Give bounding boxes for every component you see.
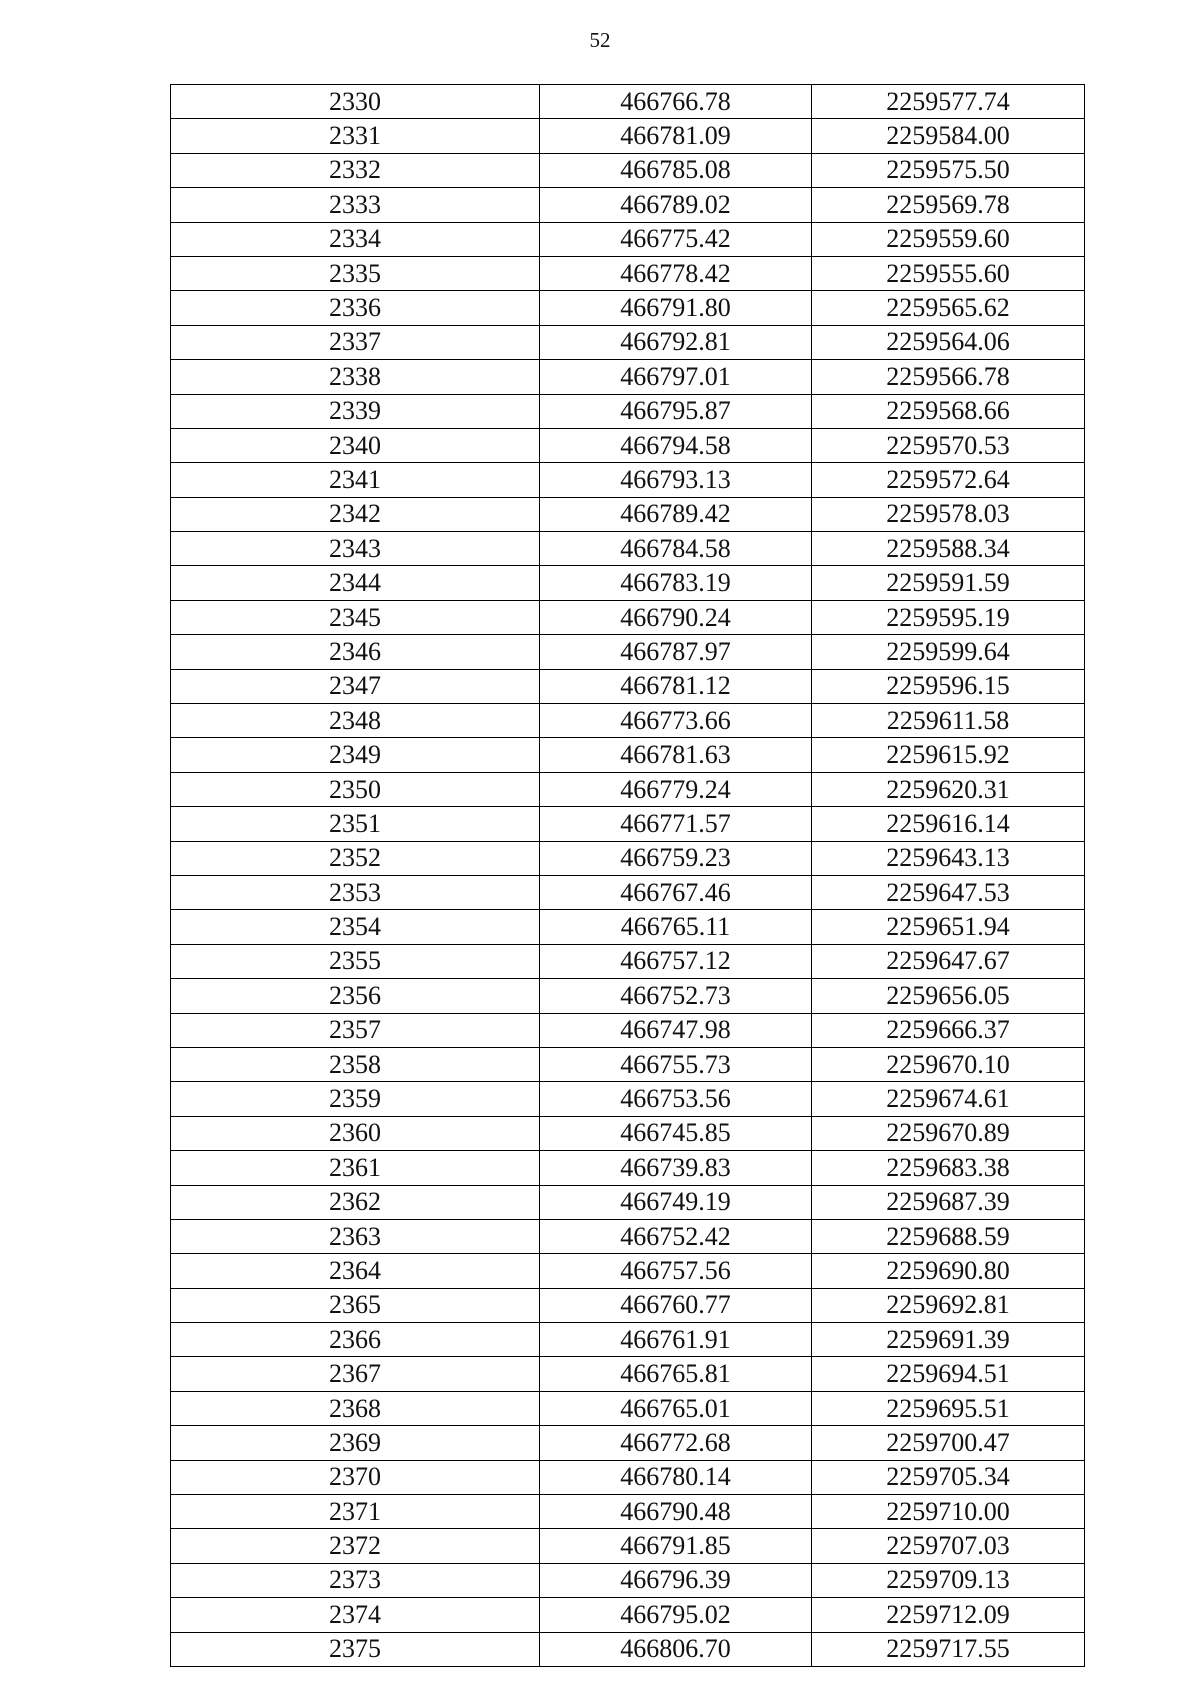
table-row bbox=[171, 1219, 1085, 1253]
x-coordinate-cell: 466794.58 bbox=[540, 428, 812, 462]
y-coordinate-cell: 2259575.50 bbox=[812, 153, 1085, 187]
x-coordinate-cell: 466766.78 bbox=[540, 85, 812, 119]
x-coordinate-cell: 466783.19 bbox=[540, 566, 812, 600]
y-coordinate-cell: 2259616.14 bbox=[812, 807, 1085, 841]
y-coordinate-cell: 2259692.81 bbox=[812, 1288, 1085, 1322]
table-row bbox=[171, 1013, 1085, 1047]
point-number-cell: 2358 bbox=[171, 1047, 540, 1081]
x-coordinate-cell: 466761.91 bbox=[540, 1323, 812, 1357]
x-coordinate-cell: 466781.12 bbox=[540, 669, 812, 703]
table-row bbox=[171, 1460, 1085, 1494]
x-coordinate-cell: 466781.63 bbox=[540, 738, 812, 772]
point-number-cell: 2366 bbox=[171, 1323, 540, 1357]
y-coordinate-cell: 2259643.13 bbox=[812, 841, 1085, 875]
table-row bbox=[171, 291, 1085, 325]
x-coordinate-cell: 466789.42 bbox=[540, 497, 812, 531]
y-coordinate-cell: 2259700.47 bbox=[812, 1426, 1085, 1460]
x-coordinate-cell: 466747.98 bbox=[540, 1013, 812, 1047]
x-coordinate-cell: 466796.39 bbox=[540, 1563, 812, 1597]
table-row bbox=[171, 1598, 1085, 1632]
x-coordinate-cell: 466757.56 bbox=[540, 1254, 812, 1288]
x-coordinate-cell: 466789.02 bbox=[540, 188, 812, 222]
y-coordinate-cell: 2259707.03 bbox=[812, 1529, 1085, 1563]
table-row bbox=[171, 704, 1085, 738]
point-number-cell: 2363 bbox=[171, 1219, 540, 1253]
point-number-cell: 2345 bbox=[171, 600, 540, 634]
table-row bbox=[171, 85, 1085, 119]
y-coordinate-cell: 2259709.13 bbox=[812, 1563, 1085, 1597]
table-row bbox=[171, 1288, 1085, 1322]
table-row bbox=[171, 1254, 1085, 1288]
x-coordinate-cell: 466772.68 bbox=[540, 1426, 812, 1460]
y-coordinate-cell: 2259670.89 bbox=[812, 1116, 1085, 1150]
x-coordinate-cell: 466790.48 bbox=[540, 1495, 812, 1529]
table-row bbox=[171, 910, 1085, 944]
table-row bbox=[171, 222, 1085, 256]
point-number-cell: 2342 bbox=[171, 497, 540, 531]
x-coordinate-cell: 466778.42 bbox=[540, 256, 812, 290]
x-coordinate-cell: 466775.42 bbox=[540, 222, 812, 256]
table-row bbox=[171, 1357, 1085, 1391]
y-coordinate-cell: 2259588.34 bbox=[812, 532, 1085, 566]
table-row bbox=[171, 600, 1085, 634]
point-number-cell: 2333 bbox=[171, 188, 540, 222]
y-coordinate-cell: 2259687.39 bbox=[812, 1185, 1085, 1219]
y-coordinate-cell: 2259584.00 bbox=[812, 119, 1085, 153]
table-row bbox=[171, 532, 1085, 566]
y-coordinate-cell: 2259670.10 bbox=[812, 1047, 1085, 1081]
point-number-cell: 2360 bbox=[171, 1116, 540, 1150]
y-coordinate-cell: 2259555.60 bbox=[812, 256, 1085, 290]
y-coordinate-cell: 2259694.51 bbox=[812, 1357, 1085, 1391]
y-coordinate-cell: 2259559.60 bbox=[812, 222, 1085, 256]
point-number-cell: 2352 bbox=[171, 841, 540, 875]
point-number-cell: 2334 bbox=[171, 222, 540, 256]
point-number-cell: 2339 bbox=[171, 394, 540, 428]
y-coordinate-cell: 2259712.09 bbox=[812, 1598, 1085, 1632]
table-row bbox=[171, 325, 1085, 359]
x-coordinate-cell: 466790.24 bbox=[540, 600, 812, 634]
table-row bbox=[171, 944, 1085, 978]
x-coordinate-cell: 466781.09 bbox=[540, 119, 812, 153]
point-number-cell: 2349 bbox=[171, 738, 540, 772]
table-row bbox=[171, 1185, 1085, 1219]
point-number-cell: 2367 bbox=[171, 1357, 540, 1391]
x-coordinate-cell: 466795.02 bbox=[540, 1598, 812, 1632]
point-number-cell: 2354 bbox=[171, 910, 540, 944]
table-row bbox=[171, 1047, 1085, 1081]
point-number-cell: 2340 bbox=[171, 428, 540, 462]
table-row bbox=[171, 119, 1085, 153]
point-number-cell: 2337 bbox=[171, 325, 540, 359]
point-number-cell: 2364 bbox=[171, 1254, 540, 1288]
point-number-cell: 2351 bbox=[171, 807, 540, 841]
table-row bbox=[171, 1563, 1085, 1597]
y-coordinate-cell: 2259615.92 bbox=[812, 738, 1085, 772]
x-coordinate-cell: 466752.73 bbox=[540, 979, 812, 1013]
table-row bbox=[171, 738, 1085, 772]
table-row bbox=[171, 1426, 1085, 1460]
x-coordinate-cell: 466795.87 bbox=[540, 394, 812, 428]
point-number-cell: 2330 bbox=[171, 85, 540, 119]
x-coordinate-cell: 466752.42 bbox=[540, 1219, 812, 1253]
x-coordinate-cell: 466765.11 bbox=[540, 910, 812, 944]
table-row bbox=[171, 1116, 1085, 1150]
point-number-cell: 2350 bbox=[171, 772, 540, 806]
y-coordinate-cell: 2259578.03 bbox=[812, 497, 1085, 531]
point-number-cell: 2331 bbox=[171, 119, 540, 153]
point-number-cell: 2370 bbox=[171, 1460, 540, 1494]
point-number-cell: 2338 bbox=[171, 360, 540, 394]
point-number-cell: 2372 bbox=[171, 1529, 540, 1563]
point-number-cell: 2336 bbox=[171, 291, 540, 325]
table-row bbox=[171, 875, 1085, 909]
x-coordinate-cell: 466753.56 bbox=[540, 1082, 812, 1116]
table-row bbox=[171, 1323, 1085, 1357]
y-coordinate-cell: 2259647.67 bbox=[812, 944, 1085, 978]
table-row bbox=[171, 497, 1085, 531]
point-number-cell: 2368 bbox=[171, 1391, 540, 1425]
x-coordinate-cell: 466780.14 bbox=[540, 1460, 812, 1494]
y-coordinate-cell: 2259695.51 bbox=[812, 1391, 1085, 1425]
x-coordinate-cell: 466791.80 bbox=[540, 291, 812, 325]
x-coordinate-cell: 466749.19 bbox=[540, 1185, 812, 1219]
x-coordinate-cell: 466806.70 bbox=[540, 1632, 812, 1666]
point-number-cell: 2362 bbox=[171, 1185, 540, 1219]
point-number-cell: 2371 bbox=[171, 1495, 540, 1529]
x-coordinate-cell: 466779.24 bbox=[540, 772, 812, 806]
x-coordinate-cell: 466757.12 bbox=[540, 944, 812, 978]
x-coordinate-cell: 466745.85 bbox=[540, 1116, 812, 1150]
x-coordinate-cell: 466791.85 bbox=[540, 1529, 812, 1563]
point-number-cell: 2343 bbox=[171, 532, 540, 566]
point-number-cell: 2369 bbox=[171, 1426, 540, 1460]
table-row bbox=[171, 807, 1085, 841]
point-number-cell: 2346 bbox=[171, 635, 540, 669]
table-row bbox=[171, 1529, 1085, 1563]
x-coordinate-cell: 466773.66 bbox=[540, 704, 812, 738]
y-coordinate-cell: 2259595.19 bbox=[812, 600, 1085, 634]
table-row bbox=[171, 256, 1085, 290]
page-number: 52 bbox=[589, 28, 611, 52]
y-coordinate-cell: 2259620.31 bbox=[812, 772, 1085, 806]
y-coordinate-cell: 2259570.53 bbox=[812, 428, 1085, 462]
table-row bbox=[171, 1151, 1085, 1185]
y-coordinate-cell: 2259691.39 bbox=[812, 1323, 1085, 1357]
coordinates-table-body bbox=[171, 85, 1085, 1667]
table-row bbox=[171, 1495, 1085, 1529]
point-number-cell: 2356 bbox=[171, 979, 540, 1013]
x-coordinate-cell: 466792.81 bbox=[540, 325, 812, 359]
table-row bbox=[171, 979, 1085, 1013]
y-coordinate-cell: 2259572.64 bbox=[812, 463, 1085, 497]
point-number-cell: 2341 bbox=[171, 463, 540, 497]
y-coordinate-cell: 2259564.06 bbox=[812, 325, 1085, 359]
y-coordinate-cell: 2259568.66 bbox=[812, 394, 1085, 428]
y-coordinate-cell: 2259651.94 bbox=[812, 910, 1085, 944]
y-coordinate-cell: 2259674.61 bbox=[812, 1082, 1085, 1116]
table-row bbox=[171, 669, 1085, 703]
point-number-cell: 2374 bbox=[171, 1598, 540, 1632]
table-row bbox=[171, 566, 1085, 600]
table-row bbox=[171, 1632, 1085, 1666]
x-coordinate-cell: 466767.46 bbox=[540, 875, 812, 909]
y-coordinate-cell: 2259577.74 bbox=[812, 85, 1085, 119]
y-coordinate-cell: 2259690.80 bbox=[812, 1254, 1085, 1288]
table-row bbox=[171, 463, 1085, 497]
y-coordinate-cell: 2259710.00 bbox=[812, 1495, 1085, 1529]
table-row bbox=[171, 428, 1085, 462]
x-coordinate-cell: 466765.81 bbox=[540, 1357, 812, 1391]
x-coordinate-cell: 466771.57 bbox=[540, 807, 812, 841]
y-coordinate-cell: 2259611.58 bbox=[812, 704, 1085, 738]
point-number-cell: 2373 bbox=[171, 1563, 540, 1597]
point-number-cell: 2375 bbox=[171, 1632, 540, 1666]
y-coordinate-cell: 2259717.55 bbox=[812, 1632, 1085, 1666]
point-number-cell: 2347 bbox=[171, 669, 540, 703]
y-coordinate-cell: 2259599.64 bbox=[812, 635, 1085, 669]
x-coordinate-cell: 466760.77 bbox=[540, 1288, 812, 1322]
table-row bbox=[171, 394, 1085, 428]
table-row bbox=[171, 1391, 1085, 1425]
x-coordinate-cell: 466739.83 bbox=[540, 1151, 812, 1185]
y-coordinate-cell: 2259566.78 bbox=[812, 360, 1085, 394]
x-coordinate-cell: 466785.08 bbox=[540, 153, 812, 187]
point-number-cell: 2335 bbox=[171, 256, 540, 290]
point-number-cell: 2359 bbox=[171, 1082, 540, 1116]
y-coordinate-cell: 2259569.78 bbox=[812, 188, 1085, 222]
table-row bbox=[171, 1082, 1085, 1116]
table-row bbox=[171, 772, 1085, 806]
y-coordinate-cell: 2259656.05 bbox=[812, 979, 1085, 1013]
point-number-cell: 2348 bbox=[171, 704, 540, 738]
x-coordinate-cell: 466797.01 bbox=[540, 360, 812, 394]
y-coordinate-cell: 2259683.38 bbox=[812, 1151, 1085, 1185]
x-coordinate-cell: 466765.01 bbox=[540, 1391, 812, 1425]
point-number-cell: 2344 bbox=[171, 566, 540, 600]
table-row bbox=[171, 635, 1085, 669]
point-number-cell: 2361 bbox=[171, 1151, 540, 1185]
y-coordinate-cell: 2259647.53 bbox=[812, 875, 1085, 909]
point-number-cell: 2353 bbox=[171, 875, 540, 909]
y-coordinate-cell: 2259591.59 bbox=[812, 566, 1085, 600]
y-coordinate-cell: 2259596.15 bbox=[812, 669, 1085, 703]
table-row bbox=[171, 153, 1085, 187]
point-number-cell: 2357 bbox=[171, 1013, 540, 1047]
point-number-cell: 2365 bbox=[171, 1288, 540, 1322]
point-number-cell: 2355 bbox=[171, 944, 540, 978]
x-coordinate-cell: 466793.13 bbox=[540, 463, 812, 497]
x-coordinate-cell: 466759.23 bbox=[540, 841, 812, 875]
y-coordinate-cell: 2259688.59 bbox=[812, 1219, 1085, 1253]
x-coordinate-cell: 466787.97 bbox=[540, 635, 812, 669]
y-coordinate-cell: 2259666.37 bbox=[812, 1013, 1085, 1047]
table-row bbox=[171, 188, 1085, 222]
y-coordinate-cell: 2259705.34 bbox=[812, 1460, 1085, 1494]
x-coordinate-cell: 466755.73 bbox=[540, 1047, 812, 1081]
table-row bbox=[171, 360, 1085, 394]
point-number-cell: 2332 bbox=[171, 153, 540, 187]
y-coordinate-cell: 2259565.62 bbox=[812, 291, 1085, 325]
coordinates-table bbox=[170, 84, 1085, 1667]
table-row bbox=[171, 841, 1085, 875]
x-coordinate-cell: 466784.58 bbox=[540, 532, 812, 566]
